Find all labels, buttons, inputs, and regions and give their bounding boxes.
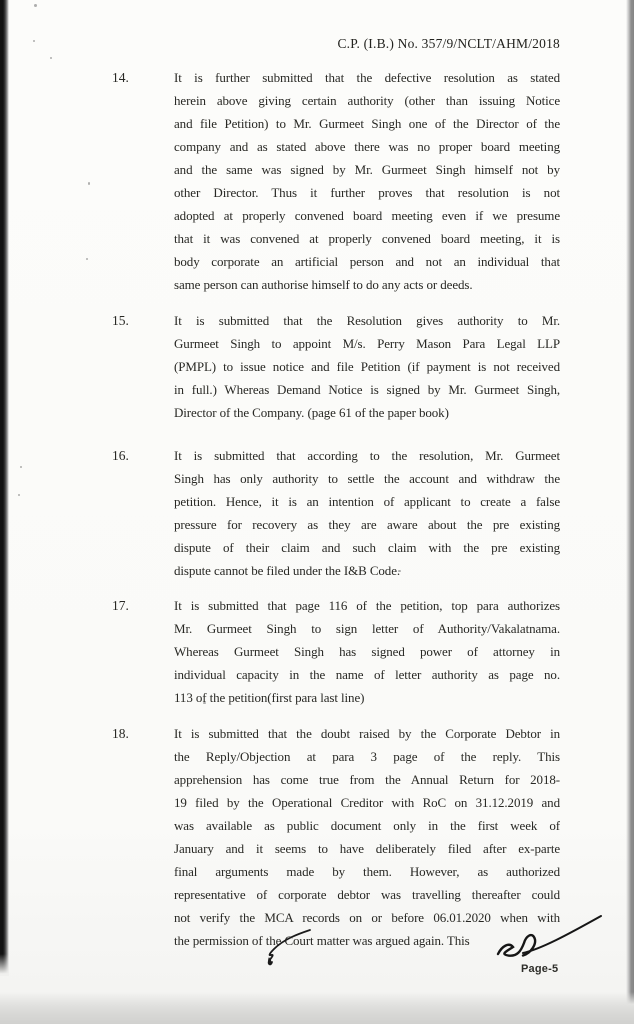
text-line: the Reply/Objection at para 3 page of the reply. This bbox=[174, 749, 560, 764]
paragraph-14 bbox=[112, 66, 560, 296]
scan-edge-left bbox=[0, 0, 9, 976]
pen-flourish-mark bbox=[262, 928, 312, 968]
scan-speck bbox=[86, 258, 88, 260]
scan-shadow-bottom bbox=[0, 992, 634, 1024]
case-number: C.P. (I.B.) No. 357/9/NCLT/AHM/2018 bbox=[337, 36, 560, 51]
signature-mark bbox=[493, 913, 605, 967]
paragraph-number: 14. bbox=[112, 70, 129, 85]
text-line: It is submitted that page 116 of the petition, top para authorizes bbox=[174, 598, 560, 613]
paragraph-number: 17. bbox=[112, 598, 129, 613]
text-line: and the same was signed by Mr. Gurmeet Singh himself not by bbox=[174, 162, 560, 177]
text-line: Whereas Gurmeet Singh has signed power of attorney in bbox=[174, 644, 560, 659]
text-line: It is submitted that the doubt raised by the Corporate Debtor in bbox=[174, 726, 560, 741]
scan-speck bbox=[20, 466, 22, 468]
text-line: was available as public document only in the first week of bbox=[174, 818, 560, 833]
text-line: body corporate an artificial person and not an individual that bbox=[174, 254, 560, 269]
paragraph-15 bbox=[112, 309, 560, 424]
paragraph-text bbox=[174, 444, 560, 582]
paragraph-number: 18. bbox=[112, 726, 129, 741]
scan-speck bbox=[33, 40, 35, 42]
text-line: It is further submitted that the defective resolution as stated bbox=[174, 70, 560, 85]
scan-speck bbox=[88, 182, 90, 185]
text-line: in full.) Whereas Demand Notice is signed by Mr. Gurmeet Singh, bbox=[174, 382, 560, 397]
page-number-label: Page-5 bbox=[521, 963, 559, 975]
paragraph-text bbox=[174, 66, 560, 296]
text-line: 113 of the petition(first para last line) bbox=[174, 690, 365, 705]
text-line: and file Petition) to Mr. Gurmeet Singh one of the Director of the bbox=[174, 116, 560, 131]
text-line: pressure for recovery as they are aware about the pre existing bbox=[174, 517, 560, 532]
text-line: petition. Hence, it is an intention of applicant to create a false bbox=[174, 494, 560, 509]
text-line: Singh has only authority to settle the account and withdraw the bbox=[174, 471, 560, 486]
text-line: company and as stated above there was no proper board meeting bbox=[174, 139, 560, 154]
text-line: 19 filed by the Operational Creditor with RoC on 31.12.2019 and bbox=[174, 795, 560, 810]
text-line: same person can authorise himself to do any acts or deeds. bbox=[174, 277, 473, 292]
text-line: other Director. Thus it further proves that resolution is not bbox=[174, 185, 560, 200]
paragraph-text bbox=[174, 594, 560, 709]
text-line: It is submitted that according to the resolution, Mr. Gurmeet bbox=[174, 448, 560, 463]
scan-speck bbox=[34, 4, 37, 7]
scan-speck bbox=[50, 57, 52, 59]
text-line: Director of the Company. (page 61 of the paper book) bbox=[174, 405, 449, 420]
text-line: dispute of their claim and such claim with the pre existing bbox=[174, 540, 560, 555]
paragraph-number: 15. bbox=[112, 313, 129, 328]
text-line: adopted at properly convened board meeting even if we presume bbox=[174, 208, 560, 223]
scan-speck bbox=[18, 494, 20, 496]
paragraph-number: 16. bbox=[112, 448, 129, 463]
text-line: Mr. Gurmeet Singh to sign letter of Authority/Vakalatnama. bbox=[174, 621, 560, 636]
text-line: apprehension has come true from the Annual Return for 2018- bbox=[174, 772, 560, 787]
text-line: that it was convened at properly convened board meeting, it is bbox=[174, 231, 560, 246]
text-line: (PMPL) to issue notice and file Petition (if payment is not received bbox=[174, 359, 560, 374]
text-line: individual capacity in the name of letter authority as page no. bbox=[174, 667, 560, 682]
paragraph-17 bbox=[112, 594, 560, 709]
text-line: not verify the MCA records on or before 06.01.2020 when with bbox=[174, 910, 560, 925]
text-line: dispute cannot be filed under the I&B Code. bbox=[174, 563, 401, 578]
text-line: It is submitted that the Resolution gives authority to Mr. bbox=[174, 313, 560, 328]
text-line: final arguments made by them. However, as authorized bbox=[174, 864, 560, 879]
text-line: January and it seems to have deliberately filed after ex-parte bbox=[174, 841, 560, 856]
text-line: herein above giving certain authority (other than issuing Notice bbox=[174, 93, 560, 108]
text-line: representative of corporate debtor was travelling thereafter could bbox=[174, 887, 560, 902]
paragraph-16 bbox=[112, 444, 560, 582]
paragraph-text bbox=[174, 309, 560, 424]
text-line: Gurmeet Singh to appoint M/s. Perry Mason Para Legal LLP bbox=[174, 336, 560, 351]
text-line: the permission of the Court matter was argued again. This bbox=[174, 933, 470, 948]
scan-edge-right bbox=[626, 0, 634, 1024]
